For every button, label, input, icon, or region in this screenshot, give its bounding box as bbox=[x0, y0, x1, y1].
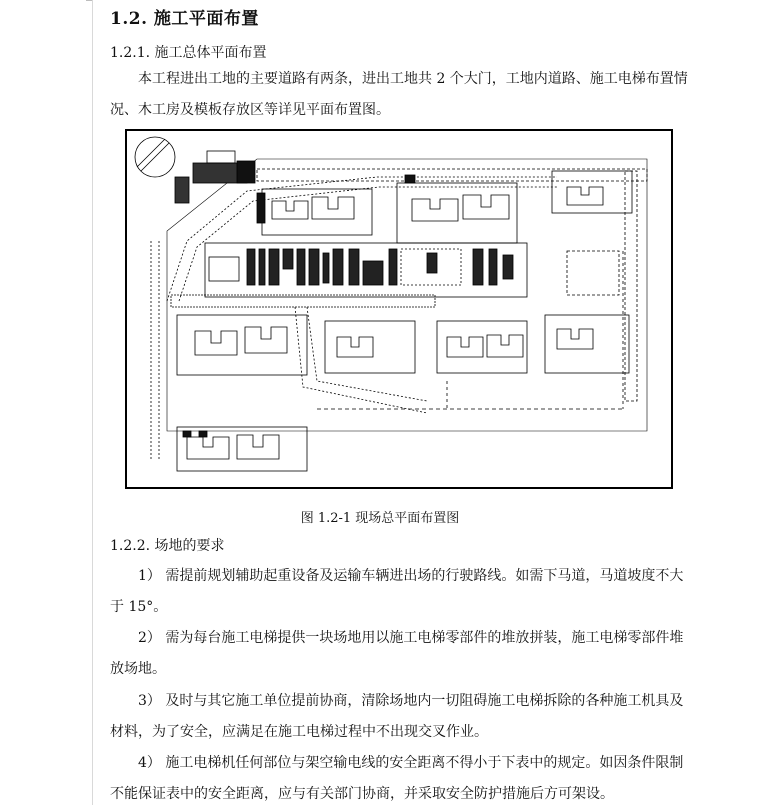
requirement-item-4: 4） 施工电梯机任何部位与架空输电线的安全距离不得小于下表中的规定。如因条件限制不能保证表中的安全距离，应与有关部门协商，并采取安全防护措施后方可架设。 bbox=[110, 755, 684, 802]
site-plan-figure bbox=[125, 129, 673, 489]
requirement-item-1: 1） 需提前规划辅助起重设备及运输车辆进出场的行驶路线。如需下马道，马道坡度不大于 15°。 bbox=[110, 568, 684, 615]
site-plan-drawing bbox=[127, 131, 671, 487]
figure-caption: 图 1.2-1 现场总平面布置图 bbox=[300, 511, 460, 526]
subsection-heading-2: 1.2.2. 场地的要求 bbox=[110, 538, 225, 554]
subsection-heading-1: 1.2.1. 施工总体平面布置 bbox=[110, 45, 267, 61]
requirement-item-2: 2） 需为每台施工电梯提供一块场地用以施工电梯零部件的堆放拼装，施工电梯零部件堆放场地。 bbox=[110, 630, 684, 677]
left-margin-rule bbox=[92, 0, 93, 805]
section-heading: 1.2. 施工平面布置 bbox=[110, 9, 259, 29]
overview-paragraph: 本工程进出工地的主要道路有两条，进出工地共 2 个大门，工地内道路、施工电梯布置情况、木工房及模板存放区等详见平面布置图。 bbox=[110, 71, 688, 118]
requirement-item-3: 3） 及时与其它施工单位提前协商，清除场地内一切阻碍施工电梯拆除的各种施工机具及材料，为了安全，应满足在施工电梯过程中不出现交叉作业。 bbox=[110, 693, 684, 740]
